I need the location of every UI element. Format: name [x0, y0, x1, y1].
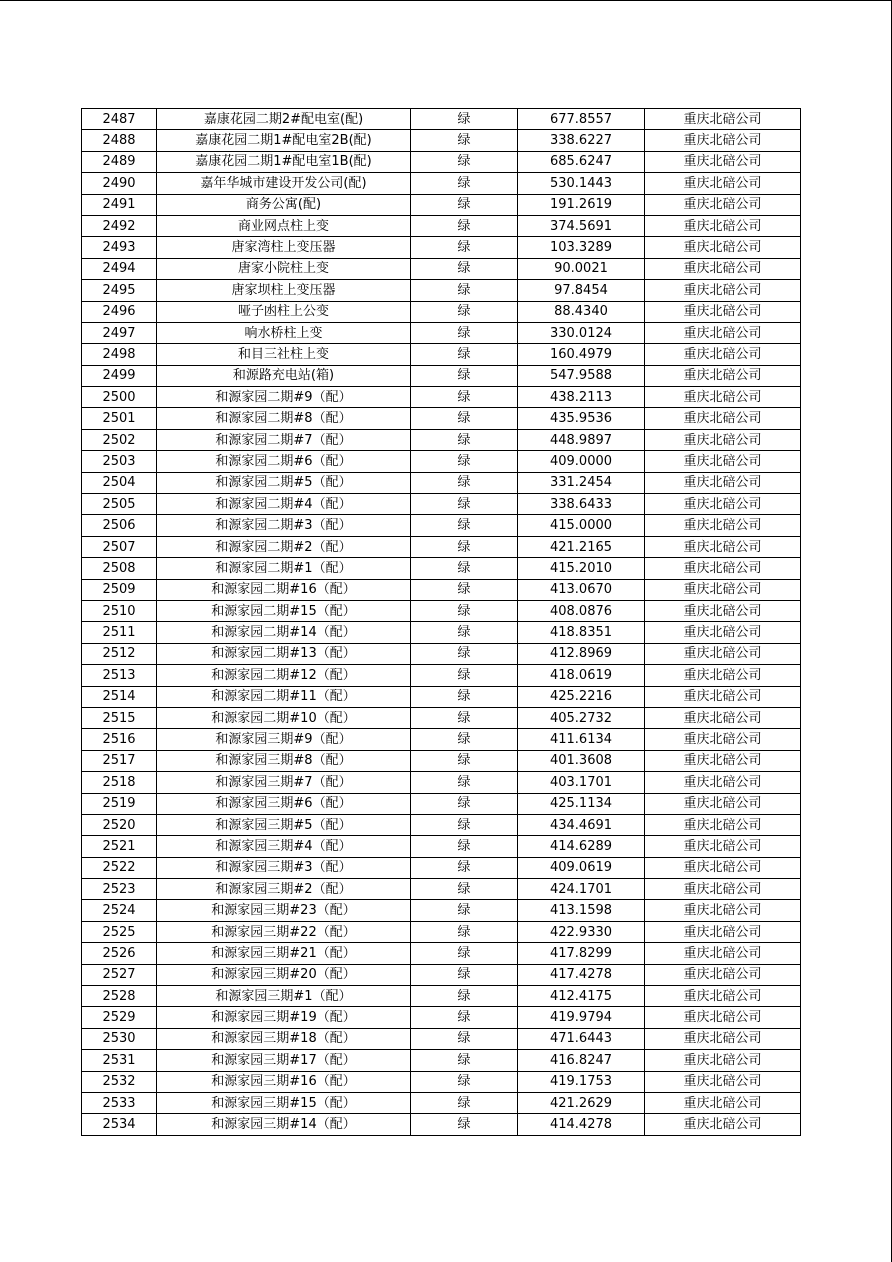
company-cell: 重庆北碚公司 [645, 1071, 801, 1092]
table-row [82, 194, 801, 215]
company-cell: 重庆北碚公司 [645, 109, 801, 130]
row-number-cell: 2530 [82, 1028, 157, 1049]
value-cell: 331.2454 [518, 472, 645, 493]
table-row [82, 1071, 801, 1092]
company-cell: 重庆北碚公司 [645, 322, 801, 343]
color-code-cell: 绿 [411, 472, 518, 493]
company-cell: 重庆北碚公司 [645, 1028, 801, 1049]
table-row [82, 558, 801, 579]
company-cell: 重庆北碚公司 [645, 173, 801, 194]
row-number-cell: 2495 [82, 280, 157, 301]
station-name-cell: 和源家园二期#2（配） [157, 536, 411, 557]
color-code-cell: 绿 [411, 622, 518, 643]
color-code-cell: 绿 [411, 686, 518, 707]
color-code-cell: 绿 [411, 130, 518, 151]
table-row [82, 857, 801, 878]
station-name-cell: 和源家园二期#4（配） [157, 494, 411, 515]
color-code-cell: 绿 [411, 750, 518, 771]
company-cell: 重庆北碚公司 [645, 258, 801, 279]
color-code-cell: 绿 [411, 194, 518, 215]
company-cell: 重庆北碚公司 [645, 836, 801, 857]
station-name-cell: 和源家园二期#7（配） [157, 429, 411, 450]
value-cell: 97.8454 [518, 280, 645, 301]
row-number-cell: 2490 [82, 173, 157, 194]
color-code-cell: 绿 [411, 408, 518, 429]
value-cell: 421.2165 [518, 536, 645, 557]
company-cell: 重庆北碚公司 [645, 707, 801, 728]
row-number-cell: 2498 [82, 344, 157, 365]
color-code-cell: 绿 [411, 1050, 518, 1071]
station-name-cell: 和源家园二期#13（配） [157, 643, 411, 664]
company-cell: 重庆北碚公司 [645, 472, 801, 493]
value-cell: 408.0876 [518, 600, 645, 621]
value-cell: 411.6134 [518, 729, 645, 750]
value-cell: 422.9330 [518, 921, 645, 942]
station-name-cell: 和源路充电站(箱) [157, 365, 411, 386]
station-name-cell: 和源家园三期#5（配） [157, 814, 411, 835]
color-code-cell: 绿 [411, 665, 518, 686]
row-number-cell: 2512 [82, 643, 157, 664]
value-cell: 415.2010 [518, 558, 645, 579]
company-cell: 重庆北碚公司 [645, 772, 801, 793]
value-cell: 530.1443 [518, 173, 645, 194]
value-cell: 338.6433 [518, 494, 645, 515]
company-cell: 重庆北碚公司 [645, 622, 801, 643]
company-cell: 重庆北碚公司 [645, 408, 801, 429]
row-number-cell: 2532 [82, 1071, 157, 1092]
company-cell: 重庆北碚公司 [645, 857, 801, 878]
value-cell: 417.4278 [518, 964, 645, 985]
table-row [82, 750, 801, 771]
company-cell: 重庆北碚公司 [645, 964, 801, 985]
color-code-cell: 绿 [411, 814, 518, 835]
station-name-cell: 和源家园三期#8（配） [157, 750, 411, 771]
row-number-cell: 2508 [82, 558, 157, 579]
value-cell: 338.6227 [518, 130, 645, 151]
table-row [82, 622, 801, 643]
color-code-cell: 绿 [411, 900, 518, 921]
station-name-cell: 和源家园二期#11（配） [157, 686, 411, 707]
table-body [82, 109, 801, 1136]
station-name-cell: 和源家园三期#21（配） [157, 943, 411, 964]
row-number-cell: 2523 [82, 879, 157, 900]
color-code-cell: 绿 [411, 729, 518, 750]
table-row [82, 686, 801, 707]
color-code-cell: 绿 [411, 237, 518, 258]
row-number-cell: 2527 [82, 964, 157, 985]
row-number-cell: 2492 [82, 215, 157, 236]
color-code-cell: 绿 [411, 322, 518, 343]
color-code-cell: 绿 [411, 451, 518, 472]
row-number-cell: 2493 [82, 237, 157, 258]
table-row [82, 130, 801, 151]
value-cell: 412.4175 [518, 986, 645, 1007]
color-code-cell: 绿 [411, 986, 518, 1007]
table-row [82, 215, 801, 236]
row-number-cell: 2505 [82, 494, 157, 515]
table-row [82, 921, 801, 942]
row-number-cell: 2506 [82, 515, 157, 536]
station-name-cell: 唐家小院柱上变 [157, 258, 411, 279]
value-cell: 547.9588 [518, 365, 645, 386]
value-cell: 416.8247 [518, 1050, 645, 1071]
company-cell: 重庆北碚公司 [645, 151, 801, 172]
value-cell: 425.2216 [518, 686, 645, 707]
row-number-cell: 2487 [82, 109, 157, 130]
color-code-cell: 绿 [411, 1071, 518, 1092]
color-code-cell: 绿 [411, 579, 518, 600]
station-name-cell: 和源家园三期#9（配） [157, 729, 411, 750]
row-number-cell: 2489 [82, 151, 157, 172]
value-cell: 471.6443 [518, 1028, 645, 1049]
table-row [82, 322, 801, 343]
color-code-cell: 绿 [411, 429, 518, 450]
company-cell: 重庆北碚公司 [645, 1092, 801, 1113]
value-cell: 414.4278 [518, 1114, 645, 1135]
station-name-cell: 和源家园三期#6（配） [157, 793, 411, 814]
company-cell: 重庆北碚公司 [645, 280, 801, 301]
row-number-cell: 2513 [82, 665, 157, 686]
color-code-cell: 绿 [411, 772, 518, 793]
color-code-cell: 绿 [411, 173, 518, 194]
table-row [82, 964, 801, 985]
station-name-cell: 和源家园三期#3（配） [157, 857, 411, 878]
station-name-cell: 响水桥柱上变 [157, 322, 411, 343]
data-table [81, 108, 801, 1136]
value-cell: 424.1701 [518, 879, 645, 900]
color-code-cell: 绿 [411, 857, 518, 878]
row-number-cell: 2496 [82, 301, 157, 322]
table-row [82, 387, 801, 408]
value-cell: 413.1598 [518, 900, 645, 921]
value-cell: 88.4340 [518, 301, 645, 322]
station-name-cell: 和源家园三期#23（配） [157, 900, 411, 921]
company-cell: 重庆北碚公司 [645, 365, 801, 386]
color-code-cell: 绿 [411, 793, 518, 814]
table-row [82, 643, 801, 664]
table-row [82, 494, 801, 515]
value-cell: 191.2619 [518, 194, 645, 215]
station-name-cell: 和源家园二期#16（配） [157, 579, 411, 600]
value-cell: 421.2629 [518, 1092, 645, 1113]
station-name-cell: 和源家园二期#12（配） [157, 665, 411, 686]
value-cell: 409.0619 [518, 857, 645, 878]
station-name-cell: 商业网点柱上变 [157, 215, 411, 236]
company-cell: 重庆北碚公司 [645, 600, 801, 621]
row-number-cell: 2494 [82, 258, 157, 279]
table-row [82, 472, 801, 493]
value-cell: 417.8299 [518, 943, 645, 964]
company-cell: 重庆北碚公司 [645, 879, 801, 900]
station-name-cell: 和源家园三期#16（配） [157, 1071, 411, 1092]
company-cell: 重庆北碚公司 [645, 536, 801, 557]
station-name-cell: 和源家园二期#1（配） [157, 558, 411, 579]
company-cell: 重庆北碚公司 [645, 237, 801, 258]
row-number-cell: 2515 [82, 707, 157, 728]
table-row [82, 986, 801, 1007]
row-number-cell: 2502 [82, 429, 157, 450]
table-row [82, 280, 801, 301]
company-cell: 重庆北碚公司 [645, 686, 801, 707]
color-code-cell: 绿 [411, 1092, 518, 1113]
station-name-cell: 和源家园三期#15（配） [157, 1092, 411, 1113]
table-row [82, 814, 801, 835]
station-name-cell: 和源家园二期#15（配） [157, 600, 411, 621]
station-name-cell: 和源家园二期#3（配） [157, 515, 411, 536]
row-number-cell: 2534 [82, 1114, 157, 1135]
color-code-cell: 绿 [411, 1028, 518, 1049]
station-name-cell: 和源家园三期#7（配） [157, 772, 411, 793]
table-row [82, 515, 801, 536]
row-number-cell: 2499 [82, 365, 157, 386]
table-row [82, 793, 801, 814]
company-cell: 重庆北碚公司 [645, 665, 801, 686]
value-cell: 401.3608 [518, 750, 645, 771]
station-name-cell: 和源家园三期#17（配） [157, 1050, 411, 1071]
color-code-cell: 绿 [411, 344, 518, 365]
station-name-cell: 和源家园二期#14（配） [157, 622, 411, 643]
page-top-border [0, 0, 892, 1]
station-name-cell: 和源家园三期#2（配） [157, 879, 411, 900]
value-cell: 419.1753 [518, 1071, 645, 1092]
value-cell: 160.4979 [518, 344, 645, 365]
station-name-cell: 和源家园二期#10（配） [157, 707, 411, 728]
company-cell: 重庆北碚公司 [645, 558, 801, 579]
station-name-cell: 和源家园三期#19（配） [157, 1007, 411, 1028]
table-row [82, 151, 801, 172]
row-number-cell: 2491 [82, 194, 157, 215]
row-number-cell: 2522 [82, 857, 157, 878]
value-cell: 415.0000 [518, 515, 645, 536]
company-cell: 重庆北碚公司 [645, 494, 801, 515]
company-cell: 重庆北碚公司 [645, 515, 801, 536]
table-row [82, 1092, 801, 1113]
row-number-cell: 2507 [82, 536, 157, 557]
value-cell: 409.0000 [518, 451, 645, 472]
row-number-cell: 2503 [82, 451, 157, 472]
company-cell: 重庆北碚公司 [645, 387, 801, 408]
color-code-cell: 绿 [411, 964, 518, 985]
color-code-cell: 绿 [411, 258, 518, 279]
color-code-cell: 绿 [411, 515, 518, 536]
station-name-cell: 哑子凼柱上公变 [157, 301, 411, 322]
company-cell: 重庆北碚公司 [645, 579, 801, 600]
value-cell: 419.9794 [518, 1007, 645, 1028]
table-row [82, 943, 801, 964]
row-number-cell: 2524 [82, 900, 157, 921]
color-code-cell: 绿 [411, 879, 518, 900]
value-cell: 405.2732 [518, 707, 645, 728]
table-row [82, 600, 801, 621]
table-row [82, 579, 801, 600]
table-row [82, 109, 801, 130]
row-number-cell: 2528 [82, 986, 157, 1007]
table-row [82, 301, 801, 322]
table-row [82, 429, 801, 450]
row-number-cell: 2529 [82, 1007, 157, 1028]
color-code-cell: 绿 [411, 600, 518, 621]
table-row [82, 879, 801, 900]
value-cell: 434.4691 [518, 814, 645, 835]
station-name-cell: 和源家园三期#22（配） [157, 921, 411, 942]
color-code-cell: 绿 [411, 558, 518, 579]
table-row [82, 665, 801, 686]
station-name-cell: 嘉年华城市建设开发公司(配) [157, 173, 411, 194]
color-code-cell: 绿 [411, 643, 518, 664]
company-cell: 重庆北碚公司 [645, 301, 801, 322]
row-number-cell: 2525 [82, 921, 157, 942]
table-row [82, 173, 801, 194]
company-cell: 重庆北碚公司 [645, 943, 801, 964]
station-name-cell: 和源家园二期#8（配） [157, 408, 411, 429]
color-code-cell: 绿 [411, 1114, 518, 1135]
row-number-cell: 2520 [82, 814, 157, 835]
company-cell: 重庆北碚公司 [645, 986, 801, 1007]
color-code-cell: 绿 [411, 280, 518, 301]
row-number-cell: 2511 [82, 622, 157, 643]
color-code-cell: 绿 [411, 536, 518, 557]
color-code-cell: 绿 [411, 109, 518, 130]
value-cell: 90.0021 [518, 258, 645, 279]
table-row [82, 408, 801, 429]
table-row [82, 258, 801, 279]
color-code-cell: 绿 [411, 215, 518, 236]
color-code-cell: 绿 [411, 943, 518, 964]
station-name-cell: 和源家园三期#14（配） [157, 1114, 411, 1135]
color-code-cell: 绿 [411, 387, 518, 408]
company-cell: 重庆北碚公司 [645, 643, 801, 664]
row-number-cell: 2517 [82, 750, 157, 771]
value-cell: 685.6247 [518, 151, 645, 172]
value-cell: 103.3289 [518, 237, 645, 258]
station-name-cell: 和源家园二期#9（配） [157, 387, 411, 408]
company-cell: 重庆北碚公司 [645, 814, 801, 835]
row-number-cell: 2533 [82, 1092, 157, 1113]
station-name-cell: 商务公寓(配) [157, 194, 411, 215]
color-code-cell: 绿 [411, 836, 518, 857]
table-row [82, 836, 801, 857]
company-cell: 重庆北碚公司 [645, 1114, 801, 1135]
value-cell: 403.1701 [518, 772, 645, 793]
value-cell: 413.0670 [518, 579, 645, 600]
station-name-cell: 嘉康花园二期1#配电室1B(配) [157, 151, 411, 172]
table-row [82, 707, 801, 728]
company-cell: 重庆北碚公司 [645, 793, 801, 814]
row-number-cell: 2518 [82, 772, 157, 793]
row-number-cell: 2516 [82, 729, 157, 750]
table-row [82, 536, 801, 557]
row-number-cell: 2521 [82, 836, 157, 857]
value-cell: 374.5691 [518, 215, 645, 236]
company-cell: 重庆北碚公司 [645, 729, 801, 750]
company-cell: 重庆北碚公司 [645, 451, 801, 472]
value-cell: 448.9897 [518, 429, 645, 450]
row-number-cell: 2500 [82, 387, 157, 408]
company-cell: 重庆北碚公司 [645, 194, 801, 215]
station-name-cell: 和目三社柱上变 [157, 344, 411, 365]
row-number-cell: 2504 [82, 472, 157, 493]
table-row [82, 772, 801, 793]
row-number-cell: 2510 [82, 600, 157, 621]
row-number-cell: 2501 [82, 408, 157, 429]
table-row [82, 344, 801, 365]
value-cell: 418.8351 [518, 622, 645, 643]
company-cell: 重庆北碚公司 [645, 1050, 801, 1071]
station-name-cell: 和源家园三期#18（配） [157, 1028, 411, 1049]
station-name-cell: 和源家园三期#20（配） [157, 964, 411, 985]
table-row [82, 451, 801, 472]
row-number-cell: 2526 [82, 943, 157, 964]
company-cell: 重庆北碚公司 [645, 921, 801, 942]
row-number-cell: 2509 [82, 579, 157, 600]
color-code-cell: 绿 [411, 707, 518, 728]
color-code-cell: 绿 [411, 151, 518, 172]
table-row [82, 365, 801, 386]
value-cell: 677.8557 [518, 109, 645, 130]
value-cell: 438.2113 [518, 387, 645, 408]
table-row [82, 900, 801, 921]
table-row [82, 1028, 801, 1049]
row-number-cell: 2514 [82, 686, 157, 707]
table-row [82, 237, 801, 258]
station-name-cell: 嘉康花园二期1#配电室2B(配) [157, 130, 411, 151]
value-cell: 435.9536 [518, 408, 645, 429]
company-cell: 重庆北碚公司 [645, 750, 801, 771]
value-cell: 412.8969 [518, 643, 645, 664]
station-name-cell: 和源家园二期#6（配） [157, 451, 411, 472]
company-cell: 重庆北碚公司 [645, 900, 801, 921]
table-row [82, 729, 801, 750]
table-row [82, 1007, 801, 1028]
station-name-cell: 嘉康花园二期2#配电室(配) [157, 109, 411, 130]
table-row [82, 1114, 801, 1135]
station-name-cell: 和源家园二期#5（配） [157, 472, 411, 493]
station-name-cell: 唐家湾柱上变压器 [157, 237, 411, 258]
color-code-cell: 绿 [411, 365, 518, 386]
row-number-cell: 2531 [82, 1050, 157, 1071]
value-cell: 425.1134 [518, 793, 645, 814]
color-code-cell: 绿 [411, 1007, 518, 1028]
company-cell: 重庆北碚公司 [645, 1007, 801, 1028]
table-row [82, 1050, 801, 1071]
company-cell: 重庆北碚公司 [645, 344, 801, 365]
value-cell: 418.0619 [518, 665, 645, 686]
company-cell: 重庆北碚公司 [645, 429, 801, 450]
value-cell: 414.6289 [518, 836, 645, 857]
color-code-cell: 绿 [411, 494, 518, 515]
row-number-cell: 2488 [82, 130, 157, 151]
company-cell: 重庆北碚公司 [645, 130, 801, 151]
station-name-cell: 和源家园三期#4（配） [157, 836, 411, 857]
color-code-cell: 绿 [411, 301, 518, 322]
row-number-cell: 2497 [82, 322, 157, 343]
row-number-cell: 2519 [82, 793, 157, 814]
color-code-cell: 绿 [411, 921, 518, 942]
value-cell: 330.0124 [518, 322, 645, 343]
station-name-cell: 唐家坝柱上变压器 [157, 280, 411, 301]
company-cell: 重庆北碚公司 [645, 215, 801, 236]
station-name-cell: 和源家园三期#1（配） [157, 986, 411, 1007]
